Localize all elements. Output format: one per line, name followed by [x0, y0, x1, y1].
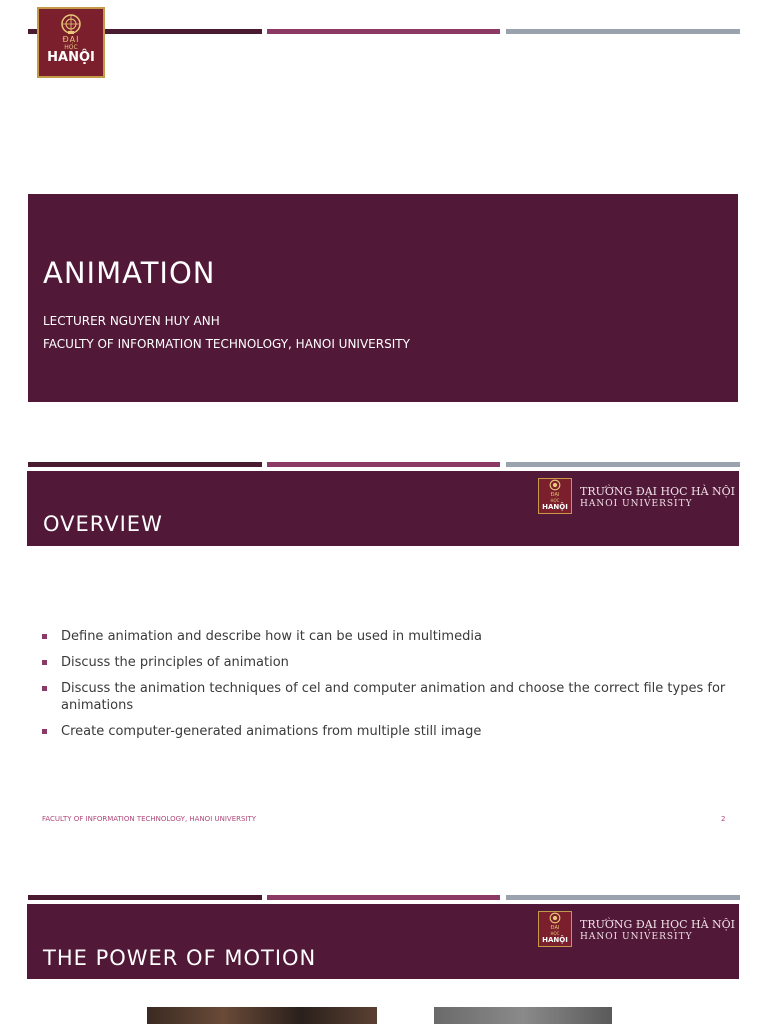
emblem-icon	[548, 912, 562, 924]
logo-text-line1: ĐẠI	[62, 35, 80, 44]
logo-text-line1: ĐẠI	[550, 925, 560, 931]
bullet-icon	[42, 634, 47, 639]
title-block	[28, 194, 738, 402]
university-logo-small	[538, 911, 572, 947]
divider-bar-mid	[267, 29, 500, 34]
emblem-icon	[58, 13, 84, 35]
emblem-icon	[548, 479, 562, 491]
slide-header-band	[27, 471, 739, 546]
divider-bar-grey	[506, 462, 740, 467]
slide-title: OVERVIEW	[43, 512, 163, 536]
list-item-text: Discuss the animation techniques of cel and computer animation and choose the correct file types for animations	[61, 681, 726, 713]
logo-text-line2: HỌC	[64, 44, 78, 51]
list-item	[42, 680, 732, 714]
logo-text-line2: HỌC	[550, 498, 560, 503]
slide-header-band	[27, 904, 739, 979]
divider-bar-mid	[267, 462, 500, 467]
bullet-icon	[42, 686, 47, 691]
logo-text-line3: HANỘI	[542, 503, 568, 511]
divider-bar-dark	[28, 462, 262, 467]
list-item-text: Discuss the principles of animation	[61, 655, 289, 670]
divider-bar-grey	[506, 895, 740, 900]
bullet-icon	[42, 660, 47, 665]
faculty-name: FACULTY OF INFORMATION TECHNOLOGY, HANOI UNIVERSITY	[43, 337, 410, 351]
bullet-list	[42, 628, 732, 749]
presentation-title: ANIMATION	[43, 256, 216, 290]
university-name-en: HANOI UNIVERSITY	[580, 932, 693, 942]
divider-bar-grey	[506, 29, 740, 34]
divider-bar-dark	[28, 895, 262, 900]
list-item	[42, 628, 732, 645]
motion-photo-left	[147, 1007, 377, 1024]
list-item-text: Create computer-generated animations from multiple still image	[61, 724, 482, 739]
logo-text-line2: HỌC	[550, 931, 560, 936]
list-item-text: Define animation and describe how it can be used in multimedia	[61, 629, 482, 644]
slide-title: THE POWER OF MOTION	[43, 946, 317, 970]
logo-text-line3: HANỘI	[542, 936, 568, 944]
logo-text-line3: HANỘI	[47, 50, 95, 65]
list-item	[42, 654, 732, 671]
university-logo-small	[538, 478, 572, 514]
page-number: 2	[721, 815, 726, 823]
lecturer-name: LECTURER NGUYEN HUY ANH	[43, 314, 220, 328]
logo-text-line1: ĐẠI	[550, 492, 560, 498]
bullet-icon	[42, 729, 47, 734]
university-name-vn: TRƯỜNG ĐẠI HỌC HÀ NỘI	[580, 918, 736, 931]
university-logo	[37, 7, 105, 78]
motion-photo-right	[434, 1007, 612, 1024]
university-name	[580, 486, 735, 510]
divider-bar-mid	[267, 895, 500, 900]
list-item	[42, 723, 732, 740]
university-name	[580, 919, 735, 943]
slide-footer: FACULTY OF INFORMATION TECHNOLOGY, HANOI UNIVERSITY	[42, 815, 257, 823]
university-name-vn: TRƯỜNG ĐẠI HỌC HÀ NỘI	[580, 485, 736, 498]
university-name-en: HANOI UNIVERSITY	[580, 499, 693, 509]
